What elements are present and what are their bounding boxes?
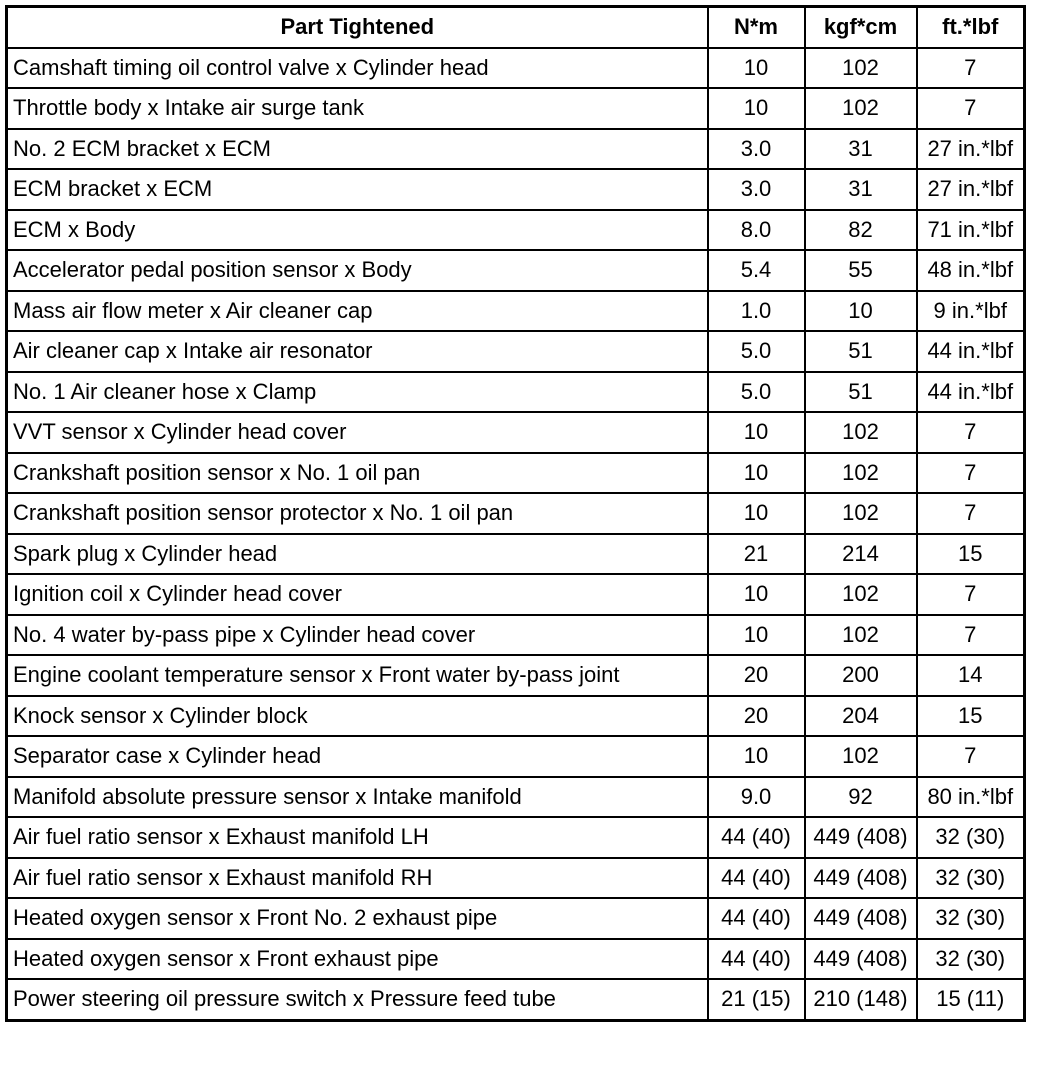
nm-cell: 10 bbox=[708, 88, 805, 129]
kgfcm-cell: 102 bbox=[805, 453, 917, 494]
part-cell: Throttle body x Intake air surge tank bbox=[7, 88, 708, 129]
kgfcm-cell: 449 (408) bbox=[805, 898, 917, 939]
part-cell: Separator case x Cylinder head bbox=[7, 736, 708, 777]
ftlbf-cell: 80 in.*lbf bbox=[917, 777, 1025, 818]
table-row bbox=[7, 898, 1025, 939]
table-body bbox=[7, 48, 1025, 1021]
table-row bbox=[7, 817, 1025, 858]
part-cell: Manifold absolute pressure sensor x Intake manifold bbox=[7, 777, 708, 818]
ftlbf-cell: 32 (30) bbox=[917, 817, 1025, 858]
part-cell: Engine coolant temperature sensor x Front water by-pass joint bbox=[7, 655, 708, 696]
nm-cell: 8.0 bbox=[708, 210, 805, 251]
table-header bbox=[7, 7, 1025, 48]
table-row bbox=[7, 210, 1025, 251]
table-row bbox=[7, 331, 1025, 372]
ftlbf-cell: 48 in.*lbf bbox=[917, 250, 1025, 291]
part-cell: No. 2 ECM bracket x ECM bbox=[7, 129, 708, 170]
kgfcm-cell: 92 bbox=[805, 777, 917, 818]
ftlbf-cell: 7 bbox=[917, 615, 1025, 656]
table-row bbox=[7, 696, 1025, 737]
table-row bbox=[7, 291, 1025, 332]
ftlbf-cell: 7 bbox=[917, 88, 1025, 129]
part-cell: Mass air flow meter x Air cleaner cap bbox=[7, 291, 708, 332]
ftlbf-cell: 7 bbox=[917, 453, 1025, 494]
nm-cell: 9.0 bbox=[708, 777, 805, 818]
part-cell: Heated oxygen sensor x Front No. 2 exhaust pipe bbox=[7, 898, 708, 939]
ftlbf-cell: 15 bbox=[917, 534, 1025, 575]
kgfcm-cell: 82 bbox=[805, 210, 917, 251]
table-row bbox=[7, 48, 1025, 89]
ftlbf-cell: 44 in.*lbf bbox=[917, 331, 1025, 372]
nm-cell: 5.4 bbox=[708, 250, 805, 291]
nm-cell: 10 bbox=[708, 453, 805, 494]
nm-cell: 10 bbox=[708, 412, 805, 453]
kgfcm-cell: 102 bbox=[805, 412, 917, 453]
header-nm: N*m bbox=[708, 7, 805, 48]
part-cell: Accelerator pedal position sensor x Body bbox=[7, 250, 708, 291]
part-cell: Air cleaner cap x Intake air resonator bbox=[7, 331, 708, 372]
torque-spec-table bbox=[5, 5, 1026, 1022]
table-row bbox=[7, 979, 1025, 1020]
kgfcm-cell: 102 bbox=[805, 574, 917, 615]
ftlbf-cell: 32 (30) bbox=[917, 939, 1025, 980]
ftlbf-cell: 7 bbox=[917, 574, 1025, 615]
part-cell: Crankshaft position sensor protector x No. 1 oil pan bbox=[7, 493, 708, 534]
kgfcm-cell: 31 bbox=[805, 169, 917, 210]
kgfcm-cell: 51 bbox=[805, 331, 917, 372]
table-row bbox=[7, 493, 1025, 534]
table-row bbox=[7, 129, 1025, 170]
kgfcm-cell: 214 bbox=[805, 534, 917, 575]
part-cell: ECM bracket x ECM bbox=[7, 169, 708, 210]
table-row bbox=[7, 534, 1025, 575]
part-cell: Crankshaft position sensor x No. 1 oil pan bbox=[7, 453, 708, 494]
part-cell: No. 1 Air cleaner hose x Clamp bbox=[7, 372, 708, 413]
nm-cell: 44 (40) bbox=[708, 858, 805, 899]
part-cell: VVT sensor x Cylinder head cover bbox=[7, 412, 708, 453]
table-row bbox=[7, 372, 1025, 413]
kgfcm-cell: 449 (408) bbox=[805, 817, 917, 858]
ftlbf-cell: 7 bbox=[917, 736, 1025, 777]
nm-cell: 10 bbox=[708, 736, 805, 777]
ftlbf-cell: 9 in.*lbf bbox=[917, 291, 1025, 332]
nm-cell: 5.0 bbox=[708, 331, 805, 372]
ftlbf-cell: 27 in.*lbf bbox=[917, 169, 1025, 210]
kgfcm-cell: 31 bbox=[805, 129, 917, 170]
part-cell: Heated oxygen sensor x Front exhaust pipe bbox=[7, 939, 708, 980]
ftlbf-cell: 32 (30) bbox=[917, 858, 1025, 899]
ftlbf-cell: 71 in.*lbf bbox=[917, 210, 1025, 251]
part-cell: Power steering oil pressure switch x Pressure feed tube bbox=[7, 979, 708, 1020]
nm-cell: 21 (15) bbox=[708, 979, 805, 1020]
nm-cell: 10 bbox=[708, 615, 805, 656]
part-cell: Spark plug x Cylinder head bbox=[7, 534, 708, 575]
nm-cell: 44 (40) bbox=[708, 817, 805, 858]
ftlbf-cell: 7 bbox=[917, 48, 1025, 89]
table-row bbox=[7, 88, 1025, 129]
header-row bbox=[7, 7, 1025, 48]
part-cell: Air fuel ratio sensor x Exhaust manifold LH bbox=[7, 817, 708, 858]
table-row bbox=[7, 858, 1025, 899]
ftlbf-cell: 15 (11) bbox=[917, 979, 1025, 1020]
kgfcm-cell: 102 bbox=[805, 736, 917, 777]
nm-cell: 1.0 bbox=[708, 291, 805, 332]
ftlbf-cell: 32 (30) bbox=[917, 898, 1025, 939]
kgfcm-cell: 10 bbox=[805, 291, 917, 332]
table-row bbox=[7, 169, 1025, 210]
ftlbf-cell: 44 in.*lbf bbox=[917, 372, 1025, 413]
part-cell: Knock sensor x Cylinder block bbox=[7, 696, 708, 737]
table-row bbox=[7, 777, 1025, 818]
ftlbf-cell: 7 bbox=[917, 412, 1025, 453]
kgfcm-cell: 449 (408) bbox=[805, 858, 917, 899]
nm-cell: 44 (40) bbox=[708, 898, 805, 939]
ftlbf-cell: 27 in.*lbf bbox=[917, 129, 1025, 170]
ftlbf-cell: 7 bbox=[917, 493, 1025, 534]
header-ftlbf: ft.*lbf bbox=[917, 7, 1025, 48]
part-cell: Ignition coil x Cylinder head cover bbox=[7, 574, 708, 615]
kgfcm-cell: 55 bbox=[805, 250, 917, 291]
header-part-tightened: Part Tightened bbox=[7, 7, 708, 48]
nm-cell: 10 bbox=[708, 493, 805, 534]
table-row bbox=[7, 453, 1025, 494]
part-cell: ECM x Body bbox=[7, 210, 708, 251]
nm-cell: 3.0 bbox=[708, 169, 805, 210]
nm-cell: 3.0 bbox=[708, 129, 805, 170]
ftlbf-cell: 15 bbox=[917, 696, 1025, 737]
table-row bbox=[7, 574, 1025, 615]
kgfcm-cell: 102 bbox=[805, 615, 917, 656]
part-cell: Camshaft timing oil control valve x Cylinder head bbox=[7, 48, 708, 89]
part-cell: No. 4 water by-pass pipe x Cylinder head cover bbox=[7, 615, 708, 656]
kgfcm-cell: 204 bbox=[805, 696, 917, 737]
table-row bbox=[7, 655, 1025, 696]
nm-cell: 10 bbox=[708, 574, 805, 615]
kgfcm-cell: 200 bbox=[805, 655, 917, 696]
table-row bbox=[7, 615, 1025, 656]
kgfcm-cell: 102 bbox=[805, 88, 917, 129]
nm-cell: 5.0 bbox=[708, 372, 805, 413]
nm-cell: 20 bbox=[708, 655, 805, 696]
kgfcm-cell: 102 bbox=[805, 48, 917, 89]
kgfcm-cell: 449 (408) bbox=[805, 939, 917, 980]
nm-cell: 21 bbox=[708, 534, 805, 575]
nm-cell: 10 bbox=[708, 48, 805, 89]
ftlbf-cell: 14 bbox=[917, 655, 1025, 696]
kgfcm-cell: 210 (148) bbox=[805, 979, 917, 1020]
table-row bbox=[7, 736, 1025, 777]
table-row bbox=[7, 250, 1025, 291]
part-cell: Air fuel ratio sensor x Exhaust manifold RH bbox=[7, 858, 708, 899]
kgfcm-cell: 102 bbox=[805, 493, 917, 534]
nm-cell: 44 (40) bbox=[708, 939, 805, 980]
table-row bbox=[7, 412, 1025, 453]
kgfcm-cell: 51 bbox=[805, 372, 917, 413]
nm-cell: 20 bbox=[708, 696, 805, 737]
header-kgfcm: kgf*cm bbox=[805, 7, 917, 48]
table-row bbox=[7, 939, 1025, 980]
